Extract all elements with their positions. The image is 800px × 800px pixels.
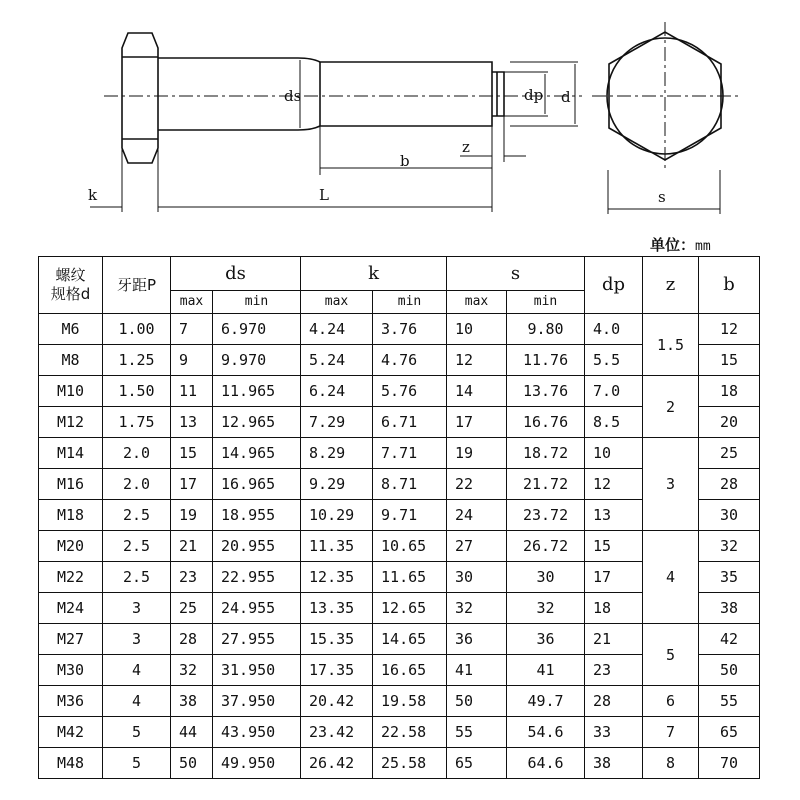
cell-ds-max: 17 bbox=[171, 469, 213, 500]
cell-s-min: 36 bbox=[507, 624, 585, 655]
cell-pitch: 1.50 bbox=[103, 376, 171, 407]
cell-spec: M12 bbox=[39, 407, 103, 438]
cell-s-min: 16.76 bbox=[507, 407, 585, 438]
label-dp: dp bbox=[524, 86, 544, 104]
cell-dp: 10 bbox=[585, 438, 643, 469]
cell-k-min: 16.65 bbox=[373, 655, 447, 686]
cell-z: 3 bbox=[643, 438, 699, 531]
label-z: z bbox=[462, 138, 470, 156]
unit-label: 单位： bbox=[650, 236, 696, 254]
cell-dp: 4.0 bbox=[585, 314, 643, 345]
cell-dp: 8.5 bbox=[585, 407, 643, 438]
cell-pitch: 5 bbox=[103, 748, 171, 779]
cell-pitch: 4 bbox=[103, 655, 171, 686]
cell-ds-min: 12.965 bbox=[213, 407, 301, 438]
cell-ds-min: 43.950 bbox=[213, 717, 301, 748]
header-k: k bbox=[301, 257, 447, 291]
label-L: L bbox=[319, 186, 329, 204]
cell-s-max: 50 bbox=[447, 686, 507, 717]
cell-z: 7 bbox=[643, 717, 699, 748]
cell-k-max: 15.35 bbox=[301, 624, 373, 655]
cell-k-min: 12.65 bbox=[373, 593, 447, 624]
cell-pitch: 5 bbox=[103, 717, 171, 748]
cell-b: 50 bbox=[699, 655, 760, 686]
cell-s-min: 41 bbox=[507, 655, 585, 686]
header-ds: ds bbox=[171, 257, 301, 291]
cell-k-max: 12.35 bbox=[301, 562, 373, 593]
cell-b: 70 bbox=[699, 748, 760, 779]
cell-b: 25 bbox=[699, 438, 760, 469]
cell-b: 28 bbox=[699, 469, 760, 500]
cell-ds-max: 11 bbox=[171, 376, 213, 407]
cell-dp: 5.5 bbox=[585, 345, 643, 376]
table-row bbox=[39, 314, 760, 345]
cell-ds-max: 25 bbox=[171, 593, 213, 624]
cell-pitch: 2.5 bbox=[103, 562, 171, 593]
cell-k-max: 13.35 bbox=[301, 593, 373, 624]
cell-spec: M48 bbox=[39, 748, 103, 779]
cell-b: 55 bbox=[699, 686, 760, 717]
cell-s-max: 30 bbox=[447, 562, 507, 593]
cell-spec: M22 bbox=[39, 562, 103, 593]
header-z: z bbox=[643, 257, 699, 314]
table-row bbox=[39, 624, 760, 655]
label-k: k bbox=[88, 186, 98, 204]
label-b: b bbox=[400, 152, 410, 170]
cell-pitch: 3 bbox=[103, 624, 171, 655]
cell-k-max: 7.29 bbox=[301, 407, 373, 438]
cell-dp: 28 bbox=[585, 686, 643, 717]
cell-dp: 13 bbox=[585, 500, 643, 531]
cell-z: 2 bbox=[643, 376, 699, 438]
cell-dp: 38 bbox=[585, 748, 643, 779]
cell-b: 35 bbox=[699, 562, 760, 593]
cell-ds-max: 23 bbox=[171, 562, 213, 593]
cell-pitch: 2.5 bbox=[103, 500, 171, 531]
cell-s-max: 27 bbox=[447, 531, 507, 562]
cell-b: 32 bbox=[699, 531, 760, 562]
cell-k-min: 19.58 bbox=[373, 686, 447, 717]
cell-pitch: 3 bbox=[103, 593, 171, 624]
cell-k-min: 14.65 bbox=[373, 624, 447, 655]
cell-k-max: 23.42 bbox=[301, 717, 373, 748]
header-dp: dp bbox=[585, 257, 643, 314]
cell-dp: 12 bbox=[585, 469, 643, 500]
header-pitch: 牙距P bbox=[103, 257, 171, 314]
cell-k-min: 6.71 bbox=[373, 407, 447, 438]
bolt-shank bbox=[158, 58, 492, 130]
cell-spec: M30 bbox=[39, 655, 103, 686]
cell-ds-min: 9.970 bbox=[213, 345, 301, 376]
cell-spec: M20 bbox=[39, 531, 103, 562]
cell-spec: M18 bbox=[39, 500, 103, 531]
cell-s-max: 10 bbox=[447, 314, 507, 345]
cell-ds-max: 28 bbox=[171, 624, 213, 655]
cell-spec: M6 bbox=[39, 314, 103, 345]
cell-s-min: 18.72 bbox=[507, 438, 585, 469]
cell-k-max: 8.29 bbox=[301, 438, 373, 469]
cell-dp: 17 bbox=[585, 562, 643, 593]
cell-k-min: 11.65 bbox=[373, 562, 447, 593]
cell-s-max: 14 bbox=[447, 376, 507, 407]
cell-ds-max: 50 bbox=[171, 748, 213, 779]
cell-pitch: 4 bbox=[103, 686, 171, 717]
cell-k-max: 6.24 bbox=[301, 376, 373, 407]
cell-s-min: 49.7 bbox=[507, 686, 585, 717]
cell-s-min: 64.6 bbox=[507, 748, 585, 779]
cell-k-max: 9.29 bbox=[301, 469, 373, 500]
cell-pitch: 1.00 bbox=[103, 314, 171, 345]
cell-ds-min: 22.955 bbox=[213, 562, 301, 593]
cell-ds-min: 27.955 bbox=[213, 624, 301, 655]
cell-spec: M27 bbox=[39, 624, 103, 655]
cell-k-min: 3.76 bbox=[373, 314, 447, 345]
cell-pitch: 2.0 bbox=[103, 438, 171, 469]
cell-z: 6 bbox=[643, 686, 699, 717]
cell-ds-min: 6.970 bbox=[213, 314, 301, 345]
cell-spec: M24 bbox=[39, 593, 103, 624]
bolt-drawing bbox=[0, 0, 800, 235]
header-s: s bbox=[447, 257, 585, 291]
cell-dp: 33 bbox=[585, 717, 643, 748]
cell-k-max: 11.35 bbox=[301, 531, 373, 562]
cell-k-max: 20.42 bbox=[301, 686, 373, 717]
cell-k-min: 22.58 bbox=[373, 717, 447, 748]
cell-k-min: 8.71 bbox=[373, 469, 447, 500]
cell-s-min: 9.80 bbox=[507, 314, 585, 345]
unit-value: mm bbox=[695, 239, 711, 254]
cell-ds-min: 20.955 bbox=[213, 531, 301, 562]
cell-ds-max: 21 bbox=[171, 531, 213, 562]
header-ds-min: min bbox=[213, 291, 301, 314]
cell-ds-min: 14.965 bbox=[213, 438, 301, 469]
label-s: s bbox=[658, 188, 666, 206]
cell-s-max: 12 bbox=[447, 345, 507, 376]
cell-spec: M8 bbox=[39, 345, 103, 376]
cell-s-min: 54.6 bbox=[507, 717, 585, 748]
cell-ds-max: 44 bbox=[171, 717, 213, 748]
cell-ds-max: 32 bbox=[171, 655, 213, 686]
cell-z: 5 bbox=[643, 624, 699, 686]
cell-s-max: 22 bbox=[447, 469, 507, 500]
cell-b: 20 bbox=[699, 407, 760, 438]
cell-ds-max: 7 bbox=[171, 314, 213, 345]
bolt-dimension-table bbox=[38, 256, 760, 779]
header-s-min: min bbox=[507, 291, 585, 314]
cell-k-min: 4.76 bbox=[373, 345, 447, 376]
cell-k-min: 5.76 bbox=[373, 376, 447, 407]
cell-b: 65 bbox=[699, 717, 760, 748]
cell-k-min: 7.71 bbox=[373, 438, 447, 469]
cell-b: 12 bbox=[699, 314, 760, 345]
label-ds: ds bbox=[284, 87, 302, 105]
cell-s-max: 41 bbox=[447, 655, 507, 686]
cell-s-min: 23.72 bbox=[507, 500, 585, 531]
bolt-point bbox=[492, 72, 504, 116]
cell-ds-min: 18.955 bbox=[213, 500, 301, 531]
cell-s-min: 26.72 bbox=[507, 531, 585, 562]
cell-ds-min: 24.955 bbox=[213, 593, 301, 624]
cell-s-min: 30 bbox=[507, 562, 585, 593]
table-row bbox=[39, 686, 760, 717]
cell-dp: 23 bbox=[585, 655, 643, 686]
cell-ds-max: 15 bbox=[171, 438, 213, 469]
header-k-min: min bbox=[373, 291, 447, 314]
cell-s-max: 32 bbox=[447, 593, 507, 624]
cell-k-min: 9.71 bbox=[373, 500, 447, 531]
header-spec: 螺纹 规格d bbox=[39, 257, 103, 314]
cell-spec: M16 bbox=[39, 469, 103, 500]
cell-k-max: 17.35 bbox=[301, 655, 373, 686]
cell-s-max: 17 bbox=[447, 407, 507, 438]
cell-k-min: 25.58 bbox=[373, 748, 447, 779]
cell-pitch: 1.25 bbox=[103, 345, 171, 376]
cell-s-min: 21.72 bbox=[507, 469, 585, 500]
cell-s-max: 24 bbox=[447, 500, 507, 531]
header-b: b bbox=[699, 257, 760, 314]
cell-s-max: 19 bbox=[447, 438, 507, 469]
cell-ds-max: 19 bbox=[171, 500, 213, 531]
table-row bbox=[39, 438, 760, 469]
cell-pitch: 2.0 bbox=[103, 469, 171, 500]
unit-note bbox=[650, 234, 711, 255]
cell-z: 1.5 bbox=[643, 314, 699, 376]
table-row bbox=[39, 748, 760, 779]
cell-b: 30 bbox=[699, 500, 760, 531]
cell-dp: 7.0 bbox=[585, 376, 643, 407]
label-d: d bbox=[561, 88, 571, 106]
cell-pitch: 1.75 bbox=[103, 407, 171, 438]
table-row bbox=[39, 376, 760, 407]
cell-ds-min: 37.950 bbox=[213, 686, 301, 717]
cell-dp: 18 bbox=[585, 593, 643, 624]
header-s-max: max bbox=[447, 291, 507, 314]
cell-b: 42 bbox=[699, 624, 760, 655]
table-body bbox=[39, 314, 760, 779]
cell-s-max: 55 bbox=[447, 717, 507, 748]
cell-b: 15 bbox=[699, 345, 760, 376]
cell-ds-max: 38 bbox=[171, 686, 213, 717]
table-row bbox=[39, 531, 760, 562]
cell-pitch: 2.5 bbox=[103, 531, 171, 562]
cell-k-max: 4.24 bbox=[301, 314, 373, 345]
cell-k-max: 5.24 bbox=[301, 345, 373, 376]
cell-spec: M36 bbox=[39, 686, 103, 717]
cell-k-max: 10.29 bbox=[301, 500, 373, 531]
cell-dp: 21 bbox=[585, 624, 643, 655]
cell-s-max: 36 bbox=[447, 624, 507, 655]
header-ds-max: max bbox=[171, 291, 213, 314]
cell-k-min: 10.65 bbox=[373, 531, 447, 562]
cell-ds-max: 9 bbox=[171, 345, 213, 376]
cell-spec: M42 bbox=[39, 717, 103, 748]
cell-dp: 15 bbox=[585, 531, 643, 562]
cell-ds-min: 31.950 bbox=[213, 655, 301, 686]
header-k-max: max bbox=[301, 291, 373, 314]
cell-k-max: 26.42 bbox=[301, 748, 373, 779]
cell-z: 4 bbox=[643, 531, 699, 624]
cell-spec: M10 bbox=[39, 376, 103, 407]
cell-s-max: 65 bbox=[447, 748, 507, 779]
bolt-head bbox=[122, 33, 158, 163]
cell-s-min: 13.76 bbox=[507, 376, 585, 407]
header-row bbox=[39, 257, 760, 291]
cell-spec: M14 bbox=[39, 438, 103, 469]
cell-z: 8 bbox=[643, 748, 699, 779]
cell-s-min: 32 bbox=[507, 593, 585, 624]
table-row bbox=[39, 717, 760, 748]
cell-ds-min: 49.950 bbox=[213, 748, 301, 779]
cell-b: 38 bbox=[699, 593, 760, 624]
cell-b: 18 bbox=[699, 376, 760, 407]
cell-ds-min: 11.965 bbox=[213, 376, 301, 407]
cell-s-min: 11.76 bbox=[507, 345, 585, 376]
cell-ds-min: 16.965 bbox=[213, 469, 301, 500]
cell-ds-max: 13 bbox=[171, 407, 213, 438]
